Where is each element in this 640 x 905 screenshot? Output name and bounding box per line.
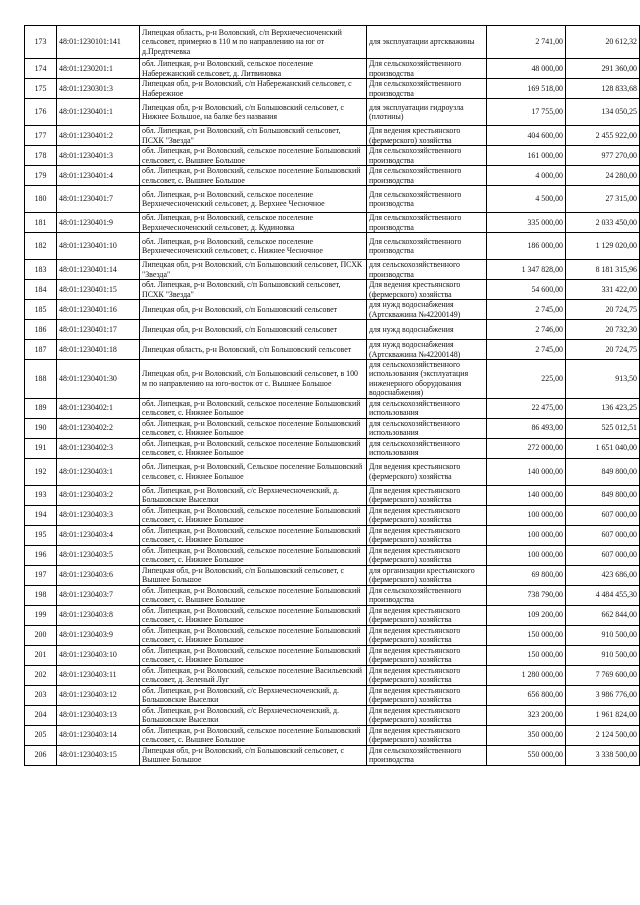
row-number-cell: 205 (25, 725, 57, 745)
cadastral-value-cell: 20 612,32 (566, 26, 640, 59)
permitted-use-cell: Для сельскохозяйственного производства (367, 233, 487, 260)
cadastral-number-cell: 48:01:1230403:5 (57, 545, 140, 565)
area-cell: 69 800,00 (487, 565, 566, 585)
permitted-use-cell: Для ведения крестьянского (фермерского) хозяйства (367, 645, 487, 665)
cadastral-number-cell: 48:01:1230401:17 (57, 320, 140, 340)
row-number-cell: 192 (25, 458, 57, 485)
cadastral-number-cell: 48:01:1230403:4 (57, 525, 140, 545)
table-row (25, 665, 640, 685)
row-number-cell: 177 (25, 126, 57, 146)
row-number-cell: 199 (25, 605, 57, 625)
address-cell: обл. Липецкая, р-н Воловский, сельское поселение Большовский сельсовет, с. Нижнее Большое (140, 605, 367, 625)
table-row (25, 418, 640, 438)
table-row (25, 280, 640, 300)
address-cell: обл. Липецкая, р-н Воловский, с/п Большовский сельсовет, ПСХК "Звезда" (140, 126, 367, 146)
permitted-use-cell: Для ведения крестьянского (фермерского) хозяйства (367, 605, 487, 625)
cadastral-number-cell: 48:01:1230403:13 (57, 705, 140, 725)
address-cell: обл. Липецкая, р-н Воловский, с/с Верхнечесноченский, д. Большовские Выселки (140, 685, 367, 705)
area-cell: 404 600,00 (487, 126, 566, 146)
cadastral-value-cell: 1 129 020,00 (566, 233, 640, 260)
table-row (25, 505, 640, 525)
row-number-cell: 179 (25, 166, 57, 186)
permitted-use-cell: Для ведения крестьянского (фермерского) хозяйства (367, 665, 487, 685)
row-number-cell: 188 (25, 360, 57, 399)
area-cell: 2 741,00 (487, 26, 566, 59)
cadastral-value-cell: 607 000,00 (566, 525, 640, 545)
area-cell: 323 200,00 (487, 705, 566, 725)
permitted-use-cell: для сельскохозяйственного использования (367, 418, 487, 438)
address-cell: обл. Липецкая, р-н Воловский, сельское поселение Большовский сельсовет, с. Нижнее Большое (140, 398, 367, 418)
cadastral-number-cell: 48:01:1230403:2 (57, 485, 140, 505)
cadastral-number-cell: 48:01:1230401:18 (57, 340, 140, 360)
area-cell: 272 000,00 (487, 438, 566, 458)
permitted-use-cell: Для сельскохозяйственного производства (367, 213, 487, 233)
cadastral-number-cell: 48:01:1230402:2 (57, 418, 140, 438)
permitted-use-cell: Для ведения крестьянского (фермерского) хозяйства (367, 705, 487, 725)
cadastral-number-cell: 48:01:1230301:3 (57, 79, 140, 99)
cadastral-value-cell: 3 986 776,00 (566, 685, 640, 705)
address-cell: Липецкая область, р-н Воловский, с/п Верхнечесноченский сельсовет, примерно в 110 м по направлению на юг от д.Предтечевка (140, 26, 367, 59)
row-number-cell: 197 (25, 565, 57, 585)
table-row (25, 59, 640, 79)
cadastral-number-cell: 48:01:1230401:30 (57, 360, 140, 399)
table-row (25, 438, 640, 458)
table-row (25, 79, 640, 99)
address-cell: обл. Липецкая, р-н Воловский, сельское поселение Большовский сельсовет, с. Вышнее Большое (140, 166, 367, 186)
table-row (25, 233, 640, 260)
permitted-use-cell: Для сельскохозяйственного производства (367, 59, 487, 79)
address-cell: Липецкая область, р-н Воловский, с/п Большовский сельсовет (140, 340, 367, 360)
address-cell: обл. Липецкая, р-н Воловский, сельское поселение Верхнечесноченский сельсовет, д. Верхнее Чесночное (140, 186, 367, 213)
row-number-cell: 186 (25, 320, 57, 340)
area-cell: 1 280 000,00 (487, 665, 566, 685)
permitted-use-cell: для эксплуатации артскважины (367, 26, 487, 59)
area-cell: 169 518,00 (487, 79, 566, 99)
permitted-use-cell: Для сельскохозяйственного производства (367, 166, 487, 186)
address-cell: обл. Липецкая, р-н Воловский, сельское поселение Большовский сельсовет, с. Нижнее Большое (140, 525, 367, 545)
area-cell: 2 745,00 (487, 340, 566, 360)
cadastral-value-cell: 849 800,00 (566, 485, 640, 505)
cadastral-value-cell: 849 800,00 (566, 458, 640, 485)
cadastral-value-cell: 3 338 500,00 (566, 745, 640, 765)
table-row (25, 645, 640, 665)
cadastral-value-cell: 1 651 040,00 (566, 438, 640, 458)
cadastral-value-cell: 525 012,51 (566, 418, 640, 438)
row-number-cell: 190 (25, 418, 57, 438)
area-cell: 150 000,00 (487, 625, 566, 645)
cadastral-number-cell: 48:01:1230403:9 (57, 625, 140, 645)
address-cell: обл. Липецкая, р-н Воловский, сельское поселение Большовский сельсовет, с. Вышнее Большое (140, 725, 367, 745)
table-row (25, 166, 640, 186)
permitted-use-cell: Для сельскохозяйственного производства (367, 186, 487, 213)
table-row (25, 605, 640, 625)
row-number-cell: 189 (25, 398, 57, 418)
area-cell: 350 000,00 (487, 725, 566, 745)
cadastral-number-cell: 48:01:1230403:1 (57, 458, 140, 485)
table-row (25, 625, 640, 645)
cadastral-value-cell: 331 422,00 (566, 280, 640, 300)
cadastral-number-cell: 48:01:1230402:1 (57, 398, 140, 418)
cadastral-value-cell: 20 724,75 (566, 300, 640, 320)
cadastral-value-cell: 2 124 500,00 (566, 725, 640, 745)
permitted-use-cell: Для ведения крестьянского (фермерского) хозяйства (367, 485, 487, 505)
address-cell: обл. Липецкая, р-н Воловский, сельское поселение Верхнечесноченский сельсовет, с. Нижнее Чесночное (140, 233, 367, 260)
permitted-use-cell: Для ведения крестьянского (фермерского) хозяйства (367, 126, 487, 146)
table-row (25, 146, 640, 166)
address-cell: Липецкая обл, р-н Воловский, с/п Большовский сельсовет (140, 320, 367, 340)
row-number-cell: 201 (25, 645, 57, 665)
area-cell: 100 000,00 (487, 505, 566, 525)
permitted-use-cell: Для ведения крестьянского (фермерского) хозяйства (367, 458, 487, 485)
area-cell: 48 000,00 (487, 59, 566, 79)
area-cell: 2 745,00 (487, 300, 566, 320)
area-cell: 225,00 (487, 360, 566, 399)
permitted-use-cell: для сельскохозяйственного производства (367, 260, 487, 280)
area-cell: 54 600,00 (487, 280, 566, 300)
address-cell: обл. Липецкая, р-н Воловский, сельское поселение Большовский сельсовет, с. Нижнее Большое (140, 505, 367, 525)
table-row (25, 585, 640, 605)
cadastral-number-cell: 48:01:1230401:1 (57, 99, 140, 126)
permitted-use-cell: для нужд водоснабжения (Артскважина №42200148) (367, 340, 487, 360)
cadastral-number-cell: 48:01:1230401:15 (57, 280, 140, 300)
cadastral-number-cell: 48:01:1230401:7 (57, 186, 140, 213)
permitted-use-cell: для эксплуатации гидроузла (плотины) (367, 99, 487, 126)
permitted-use-cell: Для ведения крестьянского (фермерского) хозяйства (367, 545, 487, 565)
cadastral-value-cell: 913,50 (566, 360, 640, 399)
table-row (25, 320, 640, 340)
table-row (25, 725, 640, 745)
area-cell: 17 755,00 (487, 99, 566, 126)
address-cell: Липецкая обл, р-н Воловский, с/п Набережанский сельсовет, с Набережное (140, 79, 367, 99)
row-number-cell: 184 (25, 280, 57, 300)
cadastral-number-cell: 48:01:1230401:3 (57, 146, 140, 166)
row-number-cell: 176 (25, 99, 57, 126)
permitted-use-cell: Для сельскохозяйственного производства (367, 146, 487, 166)
cadastral-number-cell: 48:01:1230401:4 (57, 166, 140, 186)
row-number-cell: 182 (25, 233, 57, 260)
cadastral-value-cell: 607 000,00 (566, 545, 640, 565)
permitted-use-cell: для сельскохозяйственного использования (367, 398, 487, 418)
permitted-use-cell: Для сельскохозяйственного производства (367, 745, 487, 765)
permitted-use-cell: Для ведения крестьянского (фермерского) хозяйства (367, 685, 487, 705)
table-row (25, 685, 640, 705)
address-cell: обл. Липецкая, р-н Воловский, с/п Большовский сельсовет, ПСХК "Звезда" (140, 280, 367, 300)
cadastral-number-cell: 48:01:1230403:12 (57, 685, 140, 705)
cadastral-number-cell: 48:01:1230101:141 (57, 26, 140, 59)
cadastral-value-cell: 2 455 922,00 (566, 126, 640, 146)
table-row (25, 705, 640, 725)
permitted-use-cell: для сельскохозяйственного использования (367, 438, 487, 458)
address-cell: обл. Липецкая, р-н Воловский, сельское поселение Большовский сельсовет, с. Нижнее Большое (140, 438, 367, 458)
cadastral-value-cell: 7 769 600,00 (566, 665, 640, 685)
area-cell: 109 200,00 (487, 605, 566, 625)
address-cell: обл. Липецкая, р-н Воловский, сельское поселение Верхнечесноченский сельсовет, д. Кудиновка (140, 213, 367, 233)
row-number-cell: 178 (25, 146, 57, 166)
cadastral-number-cell: 48:01:1230403:6 (57, 565, 140, 585)
area-cell: 2 746,00 (487, 320, 566, 340)
address-cell: Липецкая обл, р-н Воловский, с/п Большовский сельсовет, с Вышнее Большое (140, 745, 367, 765)
area-cell: 738 790,00 (487, 585, 566, 605)
cadastral-value-cell: 662 844,00 (566, 605, 640, 625)
row-number-cell: 175 (25, 79, 57, 99)
area-cell: 140 000,00 (487, 458, 566, 485)
address-cell: Липецкая обл, р-н Воловский, с/п Большовский сельсовет, с Нижнее Большое, на балке без названия (140, 99, 367, 126)
row-number-cell: 196 (25, 545, 57, 565)
land-plots-table (24, 25, 640, 766)
cadastral-number-cell: 48:01:1230403:10 (57, 645, 140, 665)
area-cell: 100 000,00 (487, 545, 566, 565)
cadastral-value-cell: 910 500,00 (566, 625, 640, 645)
cadastral-value-cell: 291 360,00 (566, 59, 640, 79)
address-cell: Липецкая обл, р-н Воловский, с/п Большовский сельсовет, ПСХК "Звезда" (140, 260, 367, 280)
table-row (25, 745, 640, 765)
cadastral-number-cell: 48:01:1230401:10 (57, 233, 140, 260)
row-number-cell: 174 (25, 59, 57, 79)
cadastral-value-cell: 2 033 450,00 (566, 213, 640, 233)
address-cell: обл. Липецкая, р-н Воловский, сельское поселение Васильевский сельсовет, д. Зеленый Луг (140, 665, 367, 685)
table-row (25, 458, 640, 485)
row-number-cell: 194 (25, 505, 57, 525)
cadastral-number-cell: 48:01:1230201:1 (57, 59, 140, 79)
permitted-use-cell: для нужд водоснабжения (367, 320, 487, 340)
permitted-use-cell: Для ведения крестьянского (фермерского) хозяйства (367, 280, 487, 300)
row-number-cell: 173 (25, 26, 57, 59)
permitted-use-cell: Для сельскохозяйственного производства (367, 585, 487, 605)
cadastral-value-cell: 4 484 455,30 (566, 585, 640, 605)
cadastral-value-cell: 134 050,25 (566, 99, 640, 126)
row-number-cell: 191 (25, 438, 57, 458)
area-cell: 100 000,00 (487, 525, 566, 545)
cadastral-value-cell: 1 961 824,00 (566, 705, 640, 725)
cadastral-value-cell: 8 181 315,96 (566, 260, 640, 280)
table-row (25, 565, 640, 585)
cadastral-value-cell: 27 315,00 (566, 186, 640, 213)
row-number-cell: 187 (25, 340, 57, 360)
table-row (25, 398, 640, 418)
cadastral-value-cell: 423 686,00 (566, 565, 640, 585)
table-row (25, 126, 640, 146)
address-cell: обл. Липецкая, р-н Воловский, сельское поселение Большовский сельсовет, с. Вышнее Большое (140, 146, 367, 166)
cadastral-value-cell: 607 000,00 (566, 505, 640, 525)
cadastral-number-cell: 48:01:1230401:9 (57, 213, 140, 233)
cadastral-value-cell: 20 732,30 (566, 320, 640, 340)
area-cell: 1 347 828,00 (487, 260, 566, 280)
row-number-cell: 193 (25, 485, 57, 505)
row-number-cell: 180 (25, 186, 57, 213)
cadastral-number-cell: 48:01:1230403:8 (57, 605, 140, 625)
area-cell: 86 493,00 (487, 418, 566, 438)
row-number-cell: 203 (25, 685, 57, 705)
row-number-cell: 181 (25, 213, 57, 233)
permitted-use-cell: Для ведения крестьянского (фермерского) хозяйства (367, 625, 487, 645)
row-number-cell: 204 (25, 705, 57, 725)
row-number-cell: 183 (25, 260, 57, 280)
area-cell: 150 000,00 (487, 645, 566, 665)
cadastral-number-cell: 48:01:1230403:15 (57, 745, 140, 765)
permitted-use-cell: для организации крестьянского (фермерского) хозяйства (367, 565, 487, 585)
address-cell: Липецкая обл, р-н Воловский, с/п Большовский сельсовет, в 100 м по направлению на юго-восток от с. Вышнее Большое (140, 360, 367, 399)
cadastral-number-cell: 48:01:1230403:7 (57, 585, 140, 605)
row-number-cell: 206 (25, 745, 57, 765)
address-cell: обл. Липецкая, р-н Воловский, сельское поселение Большовский сельсовет, с. Нижнее Большое (140, 645, 367, 665)
permitted-use-cell: Для ведения крестьянского (фермерского) хозяйства (367, 525, 487, 545)
area-cell: 550 000,00 (487, 745, 566, 765)
cadastral-value-cell: 128 833,68 (566, 79, 640, 99)
cadastral-value-cell: 136 423,25 (566, 398, 640, 418)
row-number-cell: 195 (25, 525, 57, 545)
address-cell: обл. Липецкая, р-н Воловский, сельское поселение Набережанский сельсовет, д. Литвиновка (140, 59, 367, 79)
area-cell: 186 000,00 (487, 233, 566, 260)
permitted-use-cell: для нужд водоснабжения (Артскважина №42200149) (367, 300, 487, 320)
permitted-use-cell: Для сельскохозяйственного производства (367, 79, 487, 99)
area-cell: 4 500,00 (487, 186, 566, 213)
permitted-use-cell: Для ведения крестьянского (фермерского) хозяйства (367, 505, 487, 525)
permitted-use-cell: Для ведения крестьянского (фермерского) хозяйства (367, 725, 487, 745)
address-cell: Липецкая обл, р-н Воловский, с/п Большовский сельсовет (140, 300, 367, 320)
address-cell: обл. Липецкая, р-н Воловский, сельское поселение Большовский сельсовет, с. Вышнее Большое (140, 585, 367, 605)
cadastral-value-cell: 20 724,75 (566, 340, 640, 360)
cadastral-number-cell: 48:01:1230403:11 (57, 665, 140, 685)
cadastral-number-cell: 48:01:1230403:14 (57, 725, 140, 745)
table-row (25, 545, 640, 565)
row-number-cell: 185 (25, 300, 57, 320)
cadastral-number-cell: 48:01:1230401:2 (57, 126, 140, 146)
cadastral-value-cell: 910 500,00 (566, 645, 640, 665)
table-row (25, 360, 640, 399)
address-cell: обл. Липецкая, р-н Воловский, с/с Верхнечесноченский, д. Большовские Выселки (140, 705, 367, 725)
area-cell: 140 000,00 (487, 485, 566, 505)
table-body (25, 26, 640, 766)
table-row (25, 340, 640, 360)
address-cell: обл. Липецкая, р-н Воловский, с/с Верхнечесноченский, д. Большовские Выселки (140, 485, 367, 505)
address-cell: обл. Липецкая, р-н Воловский, сельское поселение Большовский сельсовет, с. Нижнее Большое (140, 545, 367, 565)
area-cell: 335 000,00 (487, 213, 566, 233)
area-cell: 161 000,00 (487, 146, 566, 166)
table-row (25, 300, 640, 320)
area-cell: 4 000,00 (487, 166, 566, 186)
table-row (25, 260, 640, 280)
address-cell: обл. Липецкая, р-н Воловский, Сельское поселение Большовский сельсовет, с. Нижнее Большое (140, 458, 367, 485)
table-row (25, 186, 640, 213)
cadastral-number-cell: 48:01:1230401:16 (57, 300, 140, 320)
address-cell: обл. Липецкая, р-н Воловский, сельское поселение Большовский сельсовет, с. Нижнее Большое (140, 418, 367, 438)
address-cell: обл. Липецкая, р-н Воловский, сельское поселение Большовский сельсовет, с. Нижнее Большое (140, 625, 367, 645)
table-row (25, 485, 640, 505)
cadastral-number-cell: 48:01:1230401:14 (57, 260, 140, 280)
permitted-use-cell: для сельскохозяйственного использования (эксплуатация инженерного оборудования водоснабжения) (367, 360, 487, 399)
cadastral-number-cell: 48:01:1230403:3 (57, 505, 140, 525)
table-row (25, 99, 640, 126)
row-number-cell: 198 (25, 585, 57, 605)
area-cell: 22 475,00 (487, 398, 566, 418)
address-cell: Липецкая обл, р-н Воловский, с/п Большовский сельсовет, с Вышнее Большое (140, 565, 367, 585)
row-number-cell: 200 (25, 625, 57, 645)
table-row (25, 525, 640, 545)
area-cell: 656 800,00 (487, 685, 566, 705)
table-row (25, 213, 640, 233)
cadastral-value-cell: 24 280,00 (566, 166, 640, 186)
cadastral-value-cell: 977 270,00 (566, 146, 640, 166)
cadastral-number-cell: 48:01:1230402:3 (57, 438, 140, 458)
row-number-cell: 202 (25, 665, 57, 685)
table-row (25, 26, 640, 59)
